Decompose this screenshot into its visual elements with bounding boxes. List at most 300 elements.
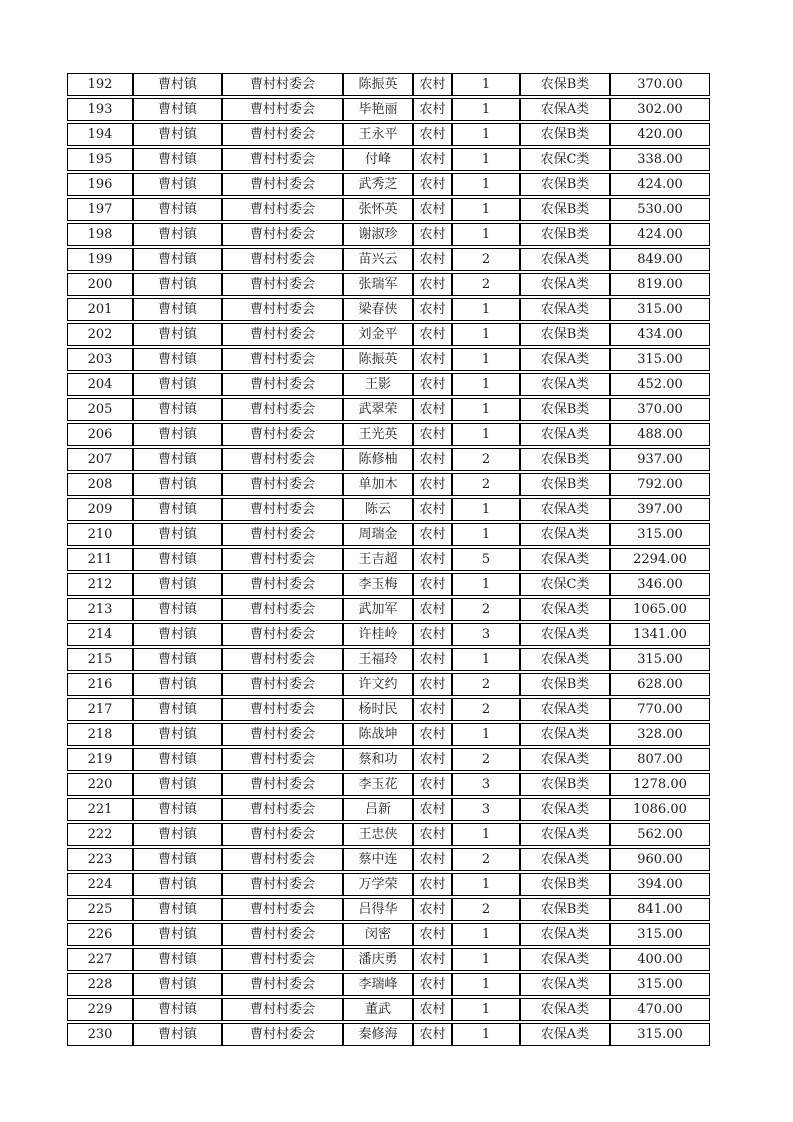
table-row (67, 123, 710, 146)
cell-amount: 424.00 (610, 223, 710, 246)
cell-village-committee: 曹村村委会 (222, 323, 343, 346)
table-row (67, 823, 710, 846)
cell-amount: 770.00 (610, 698, 710, 721)
cell-person-count: 2 (452, 448, 520, 471)
cell-person-name: 陈振英 (343, 73, 413, 96)
cell-town: 曹村镇 (133, 448, 222, 471)
table-row (67, 998, 710, 1021)
table-row (67, 598, 710, 621)
cell-village-committee: 曹村村委会 (222, 873, 343, 896)
cell-town: 曹村镇 (133, 73, 222, 96)
cell-insurance-category: 农保A类 (520, 723, 610, 746)
cell-village-committee: 曹村村委会 (222, 998, 343, 1021)
cell-town: 曹村镇 (133, 148, 222, 171)
cell-amount: 315.00 (610, 1023, 710, 1046)
cell-insurance-category: 农保B类 (520, 73, 610, 96)
cell-household-type: 农村 (413, 573, 452, 596)
cell-person-count: 2 (452, 898, 520, 921)
cell-insurance-category: 农保A类 (520, 648, 610, 671)
cell-town: 曹村镇 (133, 648, 222, 671)
cell-person-name: 陈振英 (343, 348, 413, 371)
cell-person-count: 1 (452, 298, 520, 321)
cell-sequence-number: 203 (67, 348, 133, 371)
cell-amount: 400.00 (610, 948, 710, 971)
cell-insurance-category: 农保B类 (520, 173, 610, 196)
cell-amount: 470.00 (610, 998, 710, 1021)
cell-town: 曹村镇 (133, 773, 222, 796)
cell-insurance-category: 农保A类 (520, 1023, 610, 1046)
cell-person-name: 许文约 (343, 673, 413, 696)
cell-town: 曹村镇 (133, 698, 222, 721)
cell-insurance-category: 农保A类 (520, 273, 610, 296)
table-row (67, 798, 710, 821)
cell-sequence-number: 202 (67, 323, 133, 346)
cell-village-committee: 曹村村委会 (222, 573, 343, 596)
table-body (67, 73, 710, 1046)
cell-household-type: 农村 (413, 973, 452, 996)
cell-insurance-category: 农保A类 (520, 998, 610, 1021)
cell-household-type: 农村 (413, 373, 452, 396)
table-row (67, 923, 710, 946)
cell-insurance-category: 农保B类 (520, 473, 610, 496)
cell-village-committee: 曹村村委会 (222, 398, 343, 421)
cell-village-committee: 曹村村委会 (222, 1023, 343, 1046)
cell-sequence-number: 213 (67, 598, 133, 621)
cell-amount: 346.00 (610, 573, 710, 596)
cell-household-type: 农村 (413, 473, 452, 496)
table-row (67, 373, 710, 396)
cell-village-committee: 曹村村委会 (222, 273, 343, 296)
cell-insurance-category: 农保A类 (520, 498, 610, 521)
cell-town: 曹村镇 (133, 373, 222, 396)
cell-village-committee: 曹村村委会 (222, 498, 343, 521)
cell-person-count: 1 (452, 1023, 520, 1046)
cell-household-type: 农村 (413, 498, 452, 521)
cell-person-count: 2 (452, 273, 520, 296)
cell-insurance-category: 农保A类 (520, 973, 610, 996)
cell-person-count: 2 (452, 748, 520, 771)
cell-insurance-category: 农保B类 (520, 448, 610, 471)
cell-household-type: 农村 (413, 723, 452, 746)
cell-town: 曹村镇 (133, 573, 222, 596)
cell-sequence-number: 217 (67, 698, 133, 721)
cell-household-type: 农村 (413, 248, 452, 271)
cell-sequence-number: 194 (67, 123, 133, 146)
cell-person-name: 刘金平 (343, 323, 413, 346)
cell-amount: 315.00 (610, 648, 710, 671)
cell-person-count: 2 (452, 248, 520, 271)
cell-person-name: 王影 (343, 373, 413, 396)
cell-insurance-category: 农保A类 (520, 623, 610, 646)
cell-household-type: 农村 (413, 923, 452, 946)
cell-insurance-category: 农保A类 (520, 698, 610, 721)
cell-household-type: 农村 (413, 698, 452, 721)
table-row (67, 523, 710, 546)
cell-household-type: 农村 (413, 98, 452, 121)
cell-village-committee: 曹村村委会 (222, 923, 343, 946)
cell-sequence-number: 225 (67, 898, 133, 921)
cell-amount: 370.00 (610, 398, 710, 421)
cell-town: 曹村镇 (133, 548, 222, 571)
cell-person-count: 1 (452, 398, 520, 421)
cell-village-committee: 曹村村委会 (222, 973, 343, 996)
cell-town: 曹村镇 (133, 98, 222, 121)
cell-sequence-number: 206 (67, 423, 133, 446)
cell-insurance-category: 农保A类 (520, 923, 610, 946)
cell-village-committee: 曹村村委会 (222, 798, 343, 821)
cell-village-committee: 曹村村委会 (222, 598, 343, 621)
cell-town: 曹村镇 (133, 523, 222, 546)
cell-person-name: 王忠侠 (343, 823, 413, 846)
cell-amount: 628.00 (610, 673, 710, 696)
cell-person-count: 1 (452, 223, 520, 246)
cell-village-committee: 曹村村委会 (222, 723, 343, 746)
table-row (67, 948, 710, 971)
cell-insurance-category: 农保A类 (520, 848, 610, 871)
cell-household-type: 农村 (413, 848, 452, 871)
table-row (67, 448, 710, 471)
cell-person-count: 3 (452, 773, 520, 796)
cell-person-name: 董武 (343, 998, 413, 1021)
cell-person-name: 万学荣 (343, 873, 413, 896)
cell-village-committee: 曹村村委会 (222, 248, 343, 271)
cell-town: 曹村镇 (133, 348, 222, 371)
cell-person-count: 1 (452, 123, 520, 146)
cell-person-name: 谢淑珍 (343, 223, 413, 246)
cell-insurance-category: 农保B类 (520, 873, 610, 896)
cell-person-name: 吕得华 (343, 898, 413, 921)
cell-insurance-category: 农保B类 (520, 223, 610, 246)
cell-insurance-category: 农保A类 (520, 798, 610, 821)
cell-village-committee: 曹村村委会 (222, 648, 343, 671)
cell-village-committee: 曹村村委会 (222, 548, 343, 571)
cell-insurance-category: 农保A类 (520, 598, 610, 621)
cell-person-count: 1 (452, 73, 520, 96)
cell-village-committee: 曹村村委会 (222, 698, 343, 721)
cell-person-count: 1 (452, 723, 520, 746)
cell-household-type: 农村 (413, 448, 452, 471)
cell-household-type: 农村 (413, 773, 452, 796)
cell-village-committee: 曹村村委会 (222, 673, 343, 696)
table-row (67, 348, 710, 371)
cell-village-committee: 曹村村委会 (222, 348, 343, 371)
cell-person-name: 陈云 (343, 498, 413, 521)
cell-household-type: 农村 (413, 898, 452, 921)
table-row (67, 498, 710, 521)
cell-sequence-number: 227 (67, 948, 133, 971)
cell-amount: 397.00 (610, 498, 710, 521)
cell-insurance-category: 农保C类 (520, 573, 610, 596)
cell-town: 曹村镇 (133, 223, 222, 246)
cell-person-count: 2 (452, 598, 520, 621)
cell-person-count: 1 (452, 98, 520, 121)
cell-person-name: 王福玲 (343, 648, 413, 671)
table-row (67, 898, 710, 921)
cell-village-committee: 曹村村委会 (222, 623, 343, 646)
cell-household-type: 农村 (413, 873, 452, 896)
table-row (67, 1023, 710, 1046)
cell-household-type: 农村 (413, 623, 452, 646)
cell-sequence-number: 193 (67, 98, 133, 121)
cell-sequence-number: 205 (67, 398, 133, 421)
cell-insurance-category: 农保B类 (520, 198, 610, 221)
cell-person-name: 杨时民 (343, 698, 413, 721)
cell-village-committee: 曹村村委会 (222, 773, 343, 796)
cell-person-count: 1 (452, 648, 520, 671)
cell-household-type: 农村 (413, 598, 452, 621)
cell-village-committee: 曹村村委会 (222, 473, 343, 496)
cell-sequence-number: 218 (67, 723, 133, 746)
cell-amount: 562.00 (610, 823, 710, 846)
cell-person-name: 周瑞金 (343, 523, 413, 546)
cell-household-type: 农村 (413, 223, 452, 246)
cell-amount: 937.00 (610, 448, 710, 471)
cell-amount: 960.00 (610, 848, 710, 871)
cell-insurance-category: 农保A类 (520, 948, 610, 971)
table-row (67, 298, 710, 321)
cell-person-name: 陈修柚 (343, 448, 413, 471)
cell-person-count: 1 (452, 373, 520, 396)
cell-insurance-category: 农保B类 (520, 773, 610, 796)
cell-sequence-number: 208 (67, 473, 133, 496)
cell-insurance-category: 农保A类 (520, 248, 610, 271)
table-row (67, 398, 710, 421)
cell-village-committee: 曹村村委会 (222, 173, 343, 196)
cell-sequence-number: 228 (67, 973, 133, 996)
cell-amount: 315.00 (610, 523, 710, 546)
table-row (67, 673, 710, 696)
cell-person-name: 单加木 (343, 473, 413, 496)
cell-village-committee: 曹村村委会 (222, 423, 343, 446)
table-row (67, 873, 710, 896)
cell-village-committee: 曹村村委会 (222, 848, 343, 871)
cell-person-count: 1 (452, 348, 520, 371)
cell-household-type: 农村 (413, 273, 452, 296)
cell-person-count: 1 (452, 198, 520, 221)
cell-town: 曹村镇 (133, 248, 222, 271)
cell-person-name: 陈战坤 (343, 723, 413, 746)
cell-household-type: 农村 (413, 998, 452, 1021)
cell-village-committee: 曹村村委会 (222, 448, 343, 471)
table-row (67, 973, 710, 996)
cell-insurance-category: 农保B类 (520, 898, 610, 921)
cell-insurance-category: 农保A类 (520, 423, 610, 446)
cell-insurance-category: 农保A类 (520, 373, 610, 396)
table-row (67, 698, 710, 721)
cell-insurance-category: 农保B类 (520, 123, 610, 146)
cell-person-count: 2 (452, 698, 520, 721)
cell-sequence-number: 223 (67, 848, 133, 871)
cell-person-count: 1 (452, 573, 520, 596)
insurance-payment-table (67, 71, 710, 1048)
cell-town: 曹村镇 (133, 798, 222, 821)
cell-town: 曹村镇 (133, 423, 222, 446)
cell-sequence-number: 230 (67, 1023, 133, 1046)
cell-village-committee: 曹村村委会 (222, 898, 343, 921)
cell-sequence-number: 229 (67, 998, 133, 1021)
cell-sequence-number: 197 (67, 198, 133, 221)
table-row (67, 73, 710, 96)
table-row (67, 98, 710, 121)
cell-household-type: 农村 (413, 423, 452, 446)
table-row (67, 648, 710, 671)
cell-person-count: 1 (452, 423, 520, 446)
cell-sequence-number: 220 (67, 773, 133, 796)
cell-person-name: 蔡和功 (343, 748, 413, 771)
cell-household-type: 农村 (413, 348, 452, 371)
cell-town: 曹村镇 (133, 273, 222, 296)
cell-sequence-number: 196 (67, 173, 133, 196)
cell-town: 曹村镇 (133, 948, 222, 971)
cell-amount: 819.00 (610, 273, 710, 296)
cell-person-count: 1 (452, 323, 520, 346)
cell-sequence-number: 211 (67, 548, 133, 571)
cell-insurance-category: 农保C类 (520, 148, 610, 171)
cell-person-name: 王永平 (343, 123, 413, 146)
cell-person-count: 2 (452, 848, 520, 871)
cell-town: 曹村镇 (133, 973, 222, 996)
cell-insurance-category: 农保B类 (520, 673, 610, 696)
cell-household-type: 农村 (413, 673, 452, 696)
cell-town: 曹村镇 (133, 398, 222, 421)
cell-person-count: 5 (452, 548, 520, 571)
cell-amount: 807.00 (610, 748, 710, 771)
cell-amount: 1278.00 (610, 773, 710, 796)
cell-sequence-number: 209 (67, 498, 133, 521)
cell-household-type: 农村 (413, 823, 452, 846)
table-row (67, 473, 710, 496)
cell-sequence-number: 215 (67, 648, 133, 671)
cell-household-type: 农村 (413, 548, 452, 571)
cell-village-committee: 曹村村委会 (222, 748, 343, 771)
cell-person-name: 潘庆勇 (343, 948, 413, 971)
cell-person-name: 李玉花 (343, 773, 413, 796)
cell-amount: 328.00 (610, 723, 710, 746)
cell-person-count: 2 (452, 473, 520, 496)
cell-person-name: 王吉超 (343, 548, 413, 571)
cell-town: 曹村镇 (133, 723, 222, 746)
cell-person-count: 1 (452, 923, 520, 946)
cell-town: 曹村镇 (133, 298, 222, 321)
cell-person-name: 苗兴云 (343, 248, 413, 271)
cell-household-type: 农村 (413, 948, 452, 971)
cell-town: 曹村镇 (133, 473, 222, 496)
cell-sequence-number: 204 (67, 373, 133, 396)
cell-person-name: 梁春侠 (343, 298, 413, 321)
cell-sequence-number: 199 (67, 248, 133, 271)
cell-village-committee: 曹村村委会 (222, 98, 343, 121)
cell-town: 曹村镇 (133, 123, 222, 146)
cell-village-committee: 曹村村委会 (222, 223, 343, 246)
cell-amount: 2294.00 (610, 548, 710, 571)
cell-amount: 1341.00 (610, 623, 710, 646)
cell-sequence-number: 207 (67, 448, 133, 471)
cell-person-count: 1 (452, 823, 520, 846)
cell-village-committee: 曹村村委会 (222, 823, 343, 846)
cell-town: 曹村镇 (133, 623, 222, 646)
cell-household-type: 农村 (413, 298, 452, 321)
cell-village-committee: 曹村村委会 (222, 73, 343, 96)
cell-person-name: 秦修海 (343, 1023, 413, 1046)
cell-household-type: 农村 (413, 73, 452, 96)
cell-village-committee: 曹村村委会 (222, 123, 343, 146)
cell-sequence-number: 212 (67, 573, 133, 596)
cell-insurance-category: 农保B类 (520, 323, 610, 346)
cell-person-name: 吕新 (343, 798, 413, 821)
cell-household-type: 农村 (413, 148, 452, 171)
cell-sequence-number: 195 (67, 148, 133, 171)
cell-amount: 530.00 (610, 198, 710, 221)
cell-amount: 420.00 (610, 123, 710, 146)
table-row (67, 198, 710, 221)
cell-town: 曹村镇 (133, 673, 222, 696)
cell-amount: 302.00 (610, 98, 710, 121)
cell-person-count: 3 (452, 798, 520, 821)
cell-village-committee: 曹村村委会 (222, 198, 343, 221)
cell-town: 曹村镇 (133, 848, 222, 871)
cell-person-count: 1 (452, 148, 520, 171)
cell-sequence-number: 201 (67, 298, 133, 321)
cell-amount: 1086.00 (610, 798, 710, 821)
cell-person-name: 李玉梅 (343, 573, 413, 596)
cell-town: 曹村镇 (133, 923, 222, 946)
cell-amount: 841.00 (610, 898, 710, 921)
cell-household-type: 农村 (413, 398, 452, 421)
cell-amount: 315.00 (610, 973, 710, 996)
cell-village-committee: 曹村村委会 (222, 523, 343, 546)
cell-amount: 452.00 (610, 373, 710, 396)
cell-amount: 792.00 (610, 473, 710, 496)
table-row (67, 323, 710, 346)
table-row (67, 173, 710, 196)
cell-person-name: 武秀芝 (343, 173, 413, 196)
cell-amount: 394.00 (610, 873, 710, 896)
cell-insurance-category: 农保B类 (520, 398, 610, 421)
cell-household-type: 农村 (413, 798, 452, 821)
table-row (67, 148, 710, 171)
table-row (67, 573, 710, 596)
cell-insurance-category: 农保A类 (520, 823, 610, 846)
cell-amount: 434.00 (610, 323, 710, 346)
cell-town: 曹村镇 (133, 198, 222, 221)
cell-sequence-number: 200 (67, 273, 133, 296)
cell-amount: 488.00 (610, 423, 710, 446)
cell-amount: 338.00 (610, 148, 710, 171)
cell-person-name: 张瑞军 (343, 273, 413, 296)
cell-amount: 424.00 (610, 173, 710, 196)
cell-person-count: 1 (452, 523, 520, 546)
cell-person-name: 李瑞峰 (343, 973, 413, 996)
table-row (67, 773, 710, 796)
cell-person-count: 1 (452, 873, 520, 896)
cell-person-name: 蔡中连 (343, 848, 413, 871)
cell-town: 曹村镇 (133, 873, 222, 896)
cell-sequence-number: 221 (67, 798, 133, 821)
table-row (67, 848, 710, 871)
table-row (67, 748, 710, 771)
cell-household-type: 农村 (413, 1023, 452, 1046)
cell-person-name: 毕艳丽 (343, 98, 413, 121)
cell-person-count: 1 (452, 173, 520, 196)
cell-person-name: 王光英 (343, 423, 413, 446)
table-row (67, 723, 710, 746)
cell-household-type: 农村 (413, 648, 452, 671)
cell-insurance-category: 农保A类 (520, 98, 610, 121)
cell-village-committee: 曹村村委会 (222, 373, 343, 396)
table-row (67, 223, 710, 246)
cell-person-count: 1 (452, 973, 520, 996)
cell-household-type: 农村 (413, 748, 452, 771)
